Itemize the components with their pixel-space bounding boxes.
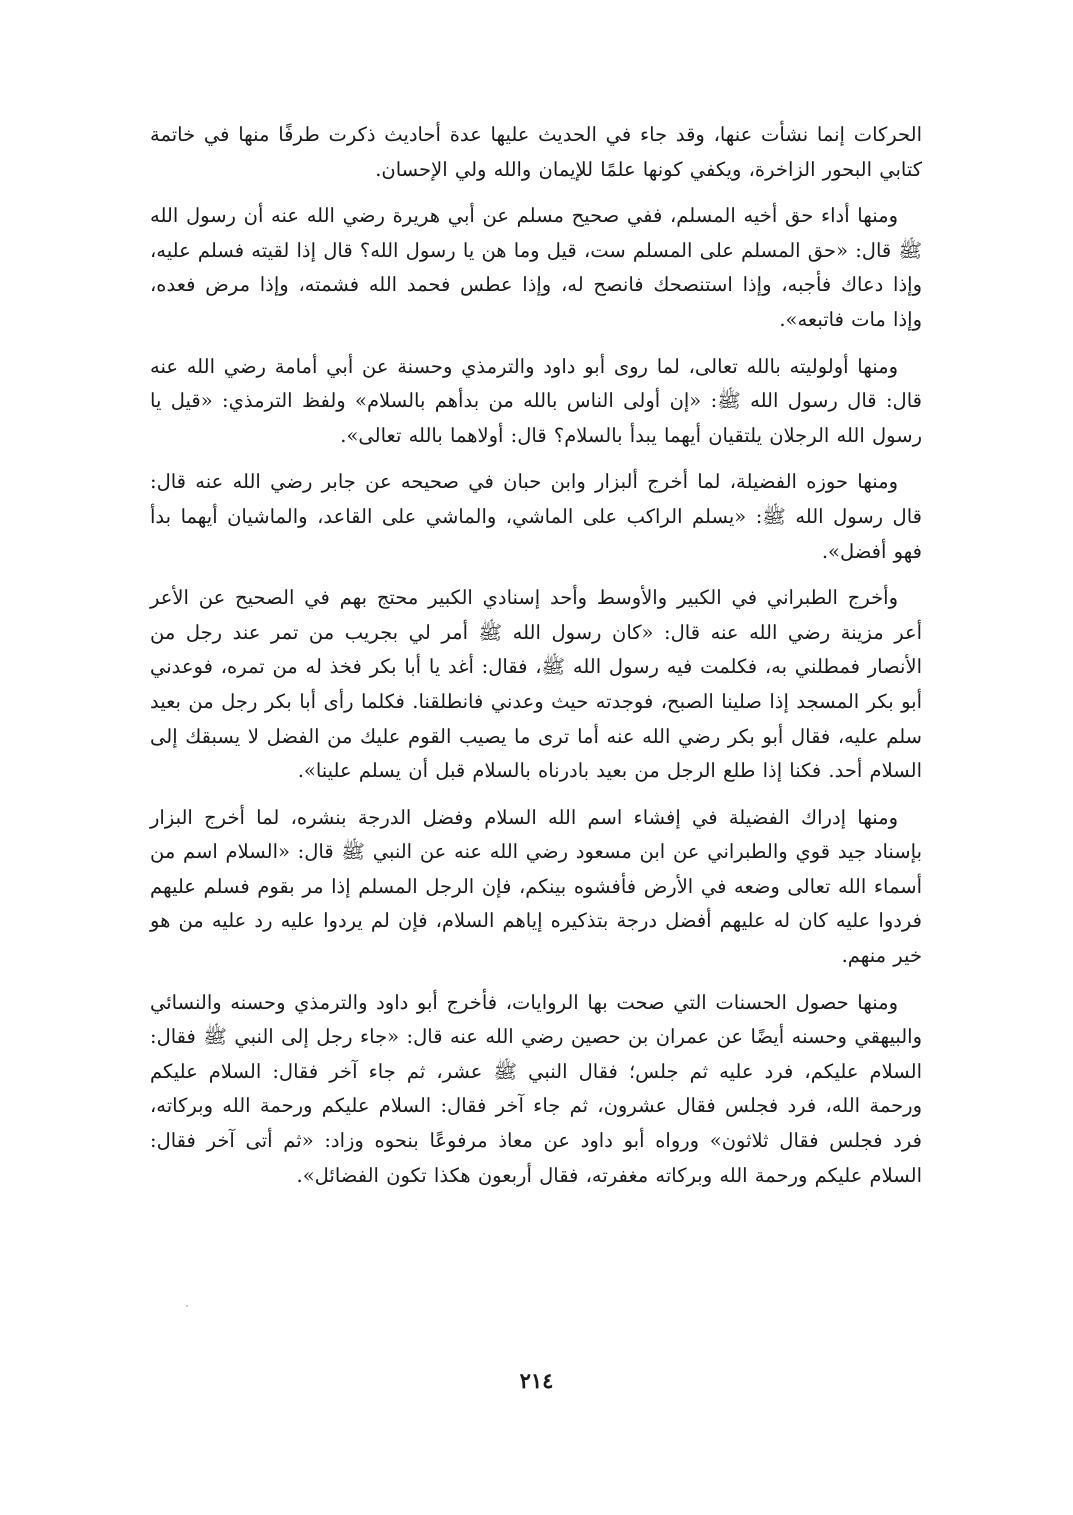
- paragraph-spreading-salam: ومنها إدراك الفضيلة في إفشاء اسم الله السلام وفضل الدرجة بنشره، لما أخرج البزار بإسناد جيد قوي والطبراني عن ابن مسعود رضي الله عنه عن النبي ﷺ قال: «السلام اسم من أسماء الله تعالى وضعه في الأرض فأفشوه بينكم، فإن الرجل المسلم إذا مر بقوم فسلم عليهم فردوا عليه كان له عليهم أفضل درجة بتذكيره إياهم السلام، فإن لم يردوا عليه رد عليه من هو خير منهم.: [150, 805, 922, 968]
- scan-speck: [186, 1305, 188, 1307]
- page-number: ٢١٤: [519, 1368, 554, 1393]
- paragraph-good-deeds: ومنها حصول الحسنات التي صحت بها الروايات، فأخرج أبو داود والترمذي وحسنه والنسائي والبيهقي وحسنه أيضًا عن عمران بن حصين رضي الله عنه قال: «جاء رجل إلى النبي ﷺ فقال: السلام عليكم، فرد عليه ثم جلس؛ فقال النبي ﷺ عشر، ثم جاء آخر فقال: السلام عليكم ورحمة الله، فرد فجلس فقال عشرون، ثم جاء آخر فقال: السلام عليكم ورحمة الله وبركاته، فرد فجلس فقال ثلاثون» ورواه أبو داود عن معاذ مرفوعًا بنحوه وزاد: «ثم أتى آخر فقال: السلام عليكم ورحمة الله وبركاته مغفرته، فقال أربعون هكذا تكون الفضائل».: [150, 990, 922, 1187]
- paragraph-virtue: ومنها حوزه الفضيلة، لما أخرج ألبزار وابن حبان في صحيحه عن جابر رضي الله عنه قال: قال رسول الله ﷺ: «يسلم الراكب على الماشي، والماشي على القاعد، والماشيان أيهما بدأ فهو أفضل».: [150, 470, 922, 563]
- body-text: [150, 118, 922, 1205]
- paragraph-greeting-right: ومنها أداء حق أخيه المسلم، ففي صحيح مسلم عن أبي هريرة رضي الله عنه أن رسول الله ﷺ قال: «حق المسلم على المسلم ست، قيل وما هن يا رسول الله؟ قال إذا لقيته فسلم عليه، وإذا دعاك فأجبه، وإذا استنصحك فانصح له، وإذا عطس فحمد الله فشمته، وإذا مرض فعده، وإذا مات فاتبعه».: [150, 204, 922, 331]
- paragraph-continuation: الحركات إنما نشأت عنها، وقد جاء في الحديث عليها عدة أحاديث ذكرت طرفًا منها في خاتمة كتابي البحور الزاخرة، ويكفي كونها علمًا للإيمان والله ولي الإحسان.: [150, 123, 922, 181]
- paragraph-closeness-to-god: ومنها أولوليته بالله تعالى، لما روى أبو داود والترمذي وحسنة عن أبي أمامة رضي الله عنه قال: قال رسول الله ﷺ: «إن أولى الناس بالله من بدأهم بالسلام» ولفظ الترمذي: «قيل يا رسول الله الرجلان يلتقيان أيهما يبدأ بالسلام؟ قال: أولاهما بالله تعالى».: [150, 354, 922, 447]
- paragraph-tabarani-narration: وأخرج الطبراني في الكبير والأوسط وأحد إسنادي الكبير محتج بهم في الصحيح عن الأعر أعر مزينة رضي الله عنه قال: «كان رسول الله ﷺ أمر لي بجريب من تمر عند رجل من الأنصار فمطلني به، فكلمت فيه رسول الله ﷺ، فقال: أغد يا أبا بكر فخذ له من تمره، فوعدني أبو بكر المسجد إذا صلينا الصبح، فوجدته حيث وعدني فانطلقنا. فكلما رأى أبا بكر رجل من بعيد سلم عليه، فقال أبو بكر رضي الله عنه أما ترى ما يصيب القوم عليك من الفضل لا يسبقك إلى السلام أحد. فكنا إذا طلع الرجل من بعيد بادرناه بالسلام قبل أن يسلم علينا».: [150, 586, 922, 783]
